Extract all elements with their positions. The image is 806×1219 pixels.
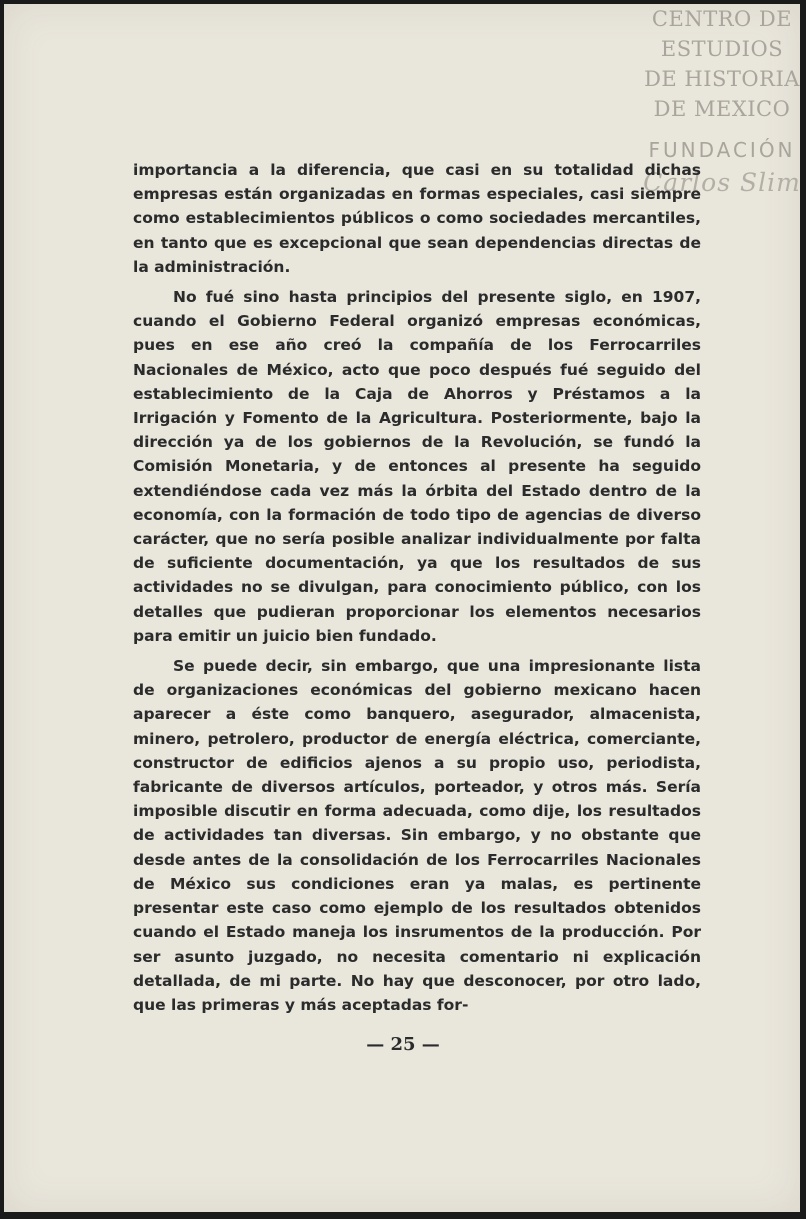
page-number: — 25 — bbox=[366, 1034, 440, 1055]
paragraph: Se puede decir, sin embargo, que una impresionante lista de organizaciones económicas del gobierno mexicano hacen aparecer a éste como banquero, asegurador, almacenista, minero, petrolero, productor de energía eléctrica, comerciante, constructor de edificios ajenos a su propio uso, periodista, fabricante de diversos artículos, porteador, y otros más. Sería imposible discutir en forma adecuada, como dije, los resultados de actividades tan diversas. Sin embargo, y no obstante que desde antes de la consolidación de los Ferrocarriles Nacionales de México sus condiciones eran ya malas, es pertinente presentar este caso como ejemplo de los resultados obtenidos cuando el Estado maneja los insrumentos de la producción. Por ser asunto juzgado, no necesita comentario ni explicación detallada, de mi parte. No hay que desconocer, por otro lado, que las primeras y más aceptadas for- bbox=[133, 657, 701, 1014]
body-text bbox=[133, 158, 701, 1023]
watermark-line-4: DE MEXICO bbox=[653, 97, 791, 121]
paragraph-continuation: importancia a la diferencia, que casi en su totalidad dichas empresas están organizadas en formas especiales, casi siempre como establecimientos públicos o como sociedades mercantiles, en tanto que es excepcional que sean dependencias directas de la administración. bbox=[133, 161, 701, 276]
watermark-foundation: FUNDACIÓN bbox=[648, 138, 796, 162]
watermark-line-1: CENTRO DE bbox=[651, 7, 793, 31]
paragraph: No fué sino hasta principios del presente siglo, en 1907, cuando el Gobierno Federal organizó empresas económicas, pues en ese año creó la compañía de los Ferrocarriles Nacionales de México, acto que poco después fué seguido del establecimiento de la Caja de Ahorros y Préstamos a la Irrigación y Fomento de la Agricultura. Posteriormente, bajo la dirección ya de los gobiernos de la Revolución, se fundó la Comisión Monetaria, y de entonces al presente ha seguido extendiéndose cada vez más la órbita del Estado dentro de la economía, con la formación de todo tipo de agencias de diverso carácter, que no sería posible analizar individualmente por falta de suficiente documentación, ya que los resultados de sus actividades no se divulgan, para conocimiento público, con los detalles que pudieran proporcionar los elementos necesarios para emitir un juicio bien fundado. bbox=[133, 288, 701, 645]
watermark-signature: Carlos Slim bbox=[643, 168, 801, 197]
watermark-line-2: ESTUDIOS bbox=[660, 37, 784, 61]
watermark-line-3: DE HISTORIA bbox=[644, 67, 800, 91]
